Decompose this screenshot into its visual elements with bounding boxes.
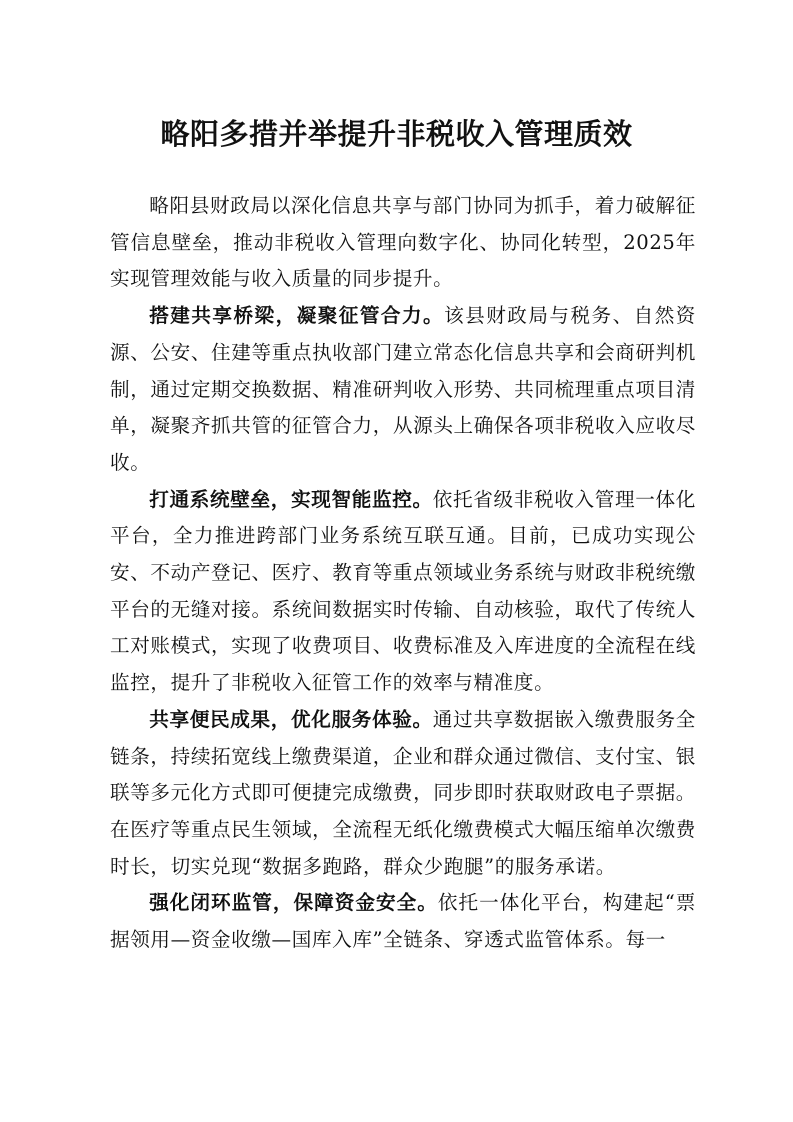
paragraph-text: 依托一体化平台，构建起“票据领用—资金收缴—国库入库”全链条、穿透式监管体系。每一 (110, 891, 696, 952)
paragraph-system-barrier (110, 482, 696, 702)
paragraph-text: 该县财政局与税务、自然资源、公安、住建等重点执收部门建立常态化信息共享和会商研判机制，通过定期交换数据、精准研判收入形势、共同梳理重点项目清单，凝聚齐抓共管的征管合力，从源头上确保各项非税收入应收尽收。 (110, 304, 696, 474)
paragraph-heading: 共享便民成果，优化服务体验。 (149, 707, 433, 731)
paragraph-share-bridge (110, 298, 696, 482)
paragraph-heading: 强化闭环监管，保障资金安全。 (149, 891, 438, 915)
paragraph-closed-loop (110, 885, 696, 958)
paragraph-intro (110, 188, 696, 298)
paragraph-text: 通过共享数据嵌入缴费服务全链条，持续拓宽线上缴费渠道，企业和群众通过微信、支付宝、银联等多元化方式即可便捷完成缴费，同步即时获取财政电子票据。在医疗等重点民生领域，全流程无纸化缴费模式大幅压缩单次缴费时长，切实兑现“数据多跑路，群众少跑腿”的服务承诺。 (110, 707, 696, 878)
document-body (110, 188, 696, 959)
paragraph-text: 依托省级非税收入管理一体化平台，全力推进跨部门业务系统互联互通。目前，已成功实现公安、不动产登记、医疗、教育等重点领域业务系统与财政非税统缴平台的无缝对接。系统间数据实时传输、自动核验，取代了传统人工对账模式，实现了收费项目、收费标准及入库进度的全流程在线监控，提升了非税收入征管工作的效率与精准度。 (110, 487, 696, 695)
paragraph-text: 略阳县财政局以深化信息共享与部门协同为抓手，着力破解征管信息壁垒，推动非税收入管理向数字化、协同化转型，2025年实现管理效能与收入质量的同步提升。 (110, 194, 696, 291)
paragraph-heading: 搭建共享桥梁，凝聚征管合力。 (149, 304, 445, 328)
paragraph-service-experience (110, 702, 696, 886)
paragraph-heading: 打通系统壁垒，实现智能监控。 (149, 487, 433, 511)
document-title: 略阳多措并举提升非税收入管理质效 (160, 117, 633, 151)
